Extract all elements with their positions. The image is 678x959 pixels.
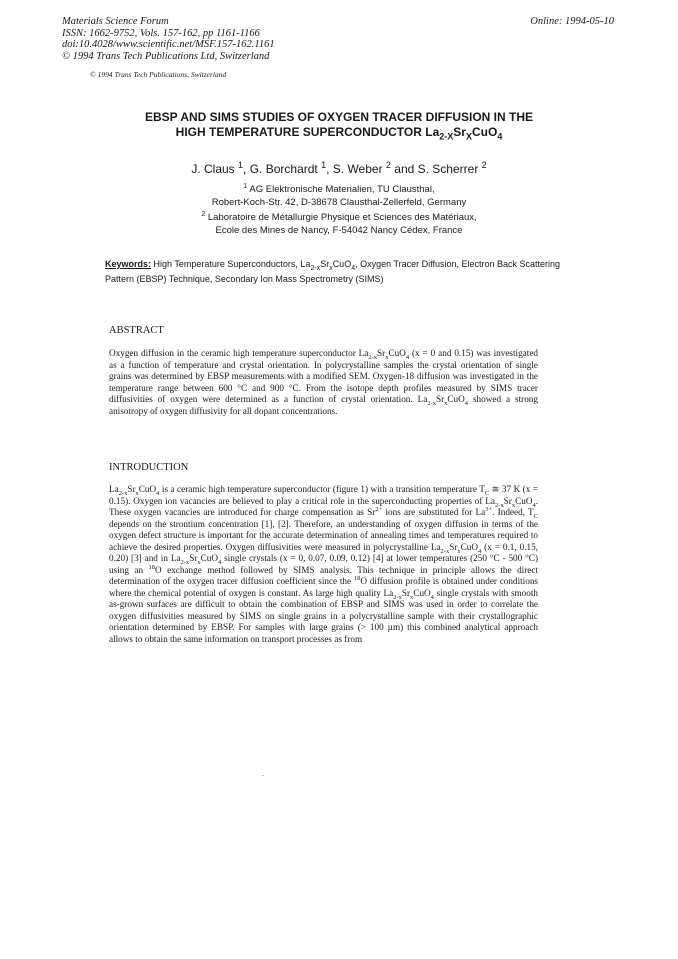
doi-line: doi:10.4028/www.scientific.net/MSF.157-162.1161 — [62, 39, 275, 50]
title-line-2: HIGH TEMPERATURE SUPERCONDUCTOR $La_{2-X}Sr_XCuO_4$ — [175, 125, 503, 142]
journal-name: Materials Science Forum — [62, 16, 169, 27]
introduction-heading: INTRODUCTION — [109, 462, 189, 473]
publication-info — [62, 16, 275, 62]
scan-speck — [262, 775, 264, 776]
abstract-heading: ABSTRACT — [109, 325, 164, 336]
affiliation-1: $^1$ AG Elektronische Materialien, TU Clausthal, Robert-Koch-Str. 42, D-38678 Clausthal-Zellerfeld, Germany — [211, 183, 467, 208]
abstract-text: Oxygen diffusion in the ceramic high temperature superconductor $La_{2-x}Sr_xCuO_4$ (x = 0 and 0.15) was investigated as a function of temperature and crystal orientation. In polycrystalline samples the crystal orientation of single grains was determined by EBSP measurements with a modified SEM. Oxygen-18 diffusion was investigated in the temperature range between 600 °C and 900 °C. From the isotope depth profiles measured by SIMS tracer diffusivities of oxygen were determined as a function of crystal orientation. $La_{2-x}Sr_xCuO_4$ showed a strong anisotropy of oxygen diffusivity for all dopant concentrations. — [109, 348, 538, 416]
author-list: J. Claus $^1$, G. Borchardt $^1$, S. Weber $^2$ and S. Scherrer $^2$ — [191, 160, 487, 176]
paper-title — [0, 110, 678, 144]
small-copyright: © 1994 Trans Tech Publications, Switzerland — [90, 70, 227, 79]
online-date: Online: 1994-05-10 — [530, 16, 614, 27]
issn-line: ISSN: 1662-9752, Vols. 157-162, pp 1161-1166 — [62, 27, 260, 39]
keywords-label: Keywords: — [105, 259, 152, 269]
affiliation-2: $^2$ Laboratoire de Métallurgie Physique et Sciences des Matériaux, Ecole des Mines de Nancy, F-54042 Nancy Cédex, France — [201, 211, 477, 236]
introduction-text: $La_{2-x}Sr_xCuO_4$ is a ceramic high temperature superconductor (figure 1) with a transition temperature $T_C$ ≅ 37 K (x = 0.15). Oxygen ion vacancies are believed to play a critical role in the superconducting properties of $La_{2-x}Sr_xCuO_4$. These oxygen vacancies are introduced for charge compensation as $Sr^{2+}$ ions are substituted for $La^{3+}$. Indeed, $T_C$ depends on the strontium concentration [1], [2]. Therefore, an understanding of oxygen diffusion in terms of the oxygen defect structure is important for the accurate determination of annealing times and temperatures required to achieve the desired properties. Oxygen diffusivities were measured in polycrystalline $La_{2-x}Sr_xCuO_4$ (x = 0.1, 0.15, 0.20) [3] and in $La_{2-x}Sr_xCuO_4$ single crystals (x = 0, 0.07, 0.09, 0.12) [4] at lower temperatures (250 °C - 500 °C) using an $^{18}$O exchange method followed by SIMS analysis. This technique in principle allows the direct determination of the oxygen tracer diffusion coefficient since the $^{18}$O diffusion profile is obtained under conditions where the chemical potential of oxygen is constant. As large high quality $La_{2-x}Sr_xCuO_4$ single crystals with smooth as-grown surfaces are difficult to obtain the combination of EBSP and SIMS was used in order to correlate the oxygen diffusivities measured by SIMS on single grains in a polycrystalline sample with their crystallographic orientation determined by EBSP. For samples with large grains (> 100 µm) this combined analytical approach allows to obtain the same information on transport processes as from — [109, 484, 539, 644]
title-line-1: EBSP AND SIMS STUDIES OF OXYGEN TRACER DIFFUSION IN THE — [144, 110, 534, 124]
copyright-line: © 1994 Trans Tech Publications Ltd, Switzerland — [62, 50, 270, 62]
keywords: Keywords: High Temperature Superconductors, $La_{2-x}Sr_xCuO_4$, Oxygen Tracer Diffusion, Electron Back Scattering Pattern (EBSP) Technique, Secondary Ion Mass Spectrometry (SIMS) — [105, 259, 561, 284]
